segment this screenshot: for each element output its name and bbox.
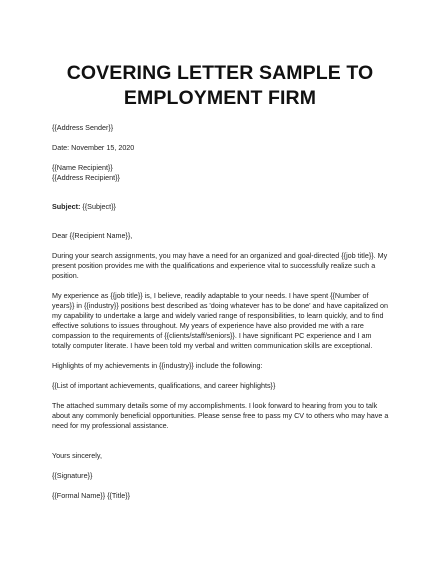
signature: {{Signature}} [52, 471, 93, 480]
subject-line [52, 202, 392, 212]
letter-body [52, 123, 392, 501]
letter-date: Date: November 15, 2020 [52, 143, 135, 152]
address-sender: {{Address Sender}} [52, 123, 114, 132]
title-line-2: EMPLOYMENT FIRM [123, 87, 317, 109]
closing: Yours sincerely, [52, 451, 102, 460]
address-recipient: {{Address Recipient}} [52, 173, 120, 182]
name-recipient: {{Name Recipient}} [52, 163, 113, 172]
subject-label: Subject: [52, 202, 81, 211]
highlights-intro: Highlights of my achievements in {{industry}} include the following: [52, 361, 263, 370]
document-title [40, 61, 400, 111]
salutation: Dear {{Recipient Name}}, [52, 231, 133, 240]
title-line-1: COVERING LETTER SAMPLE TO [66, 62, 374, 84]
subject-value: {{Subject}} [80, 202, 116, 211]
formal-name-title: {{Formal Name}} {{Title}} [52, 491, 131, 500]
paragraph-1: During your search assignments, you may have a need for an organized and goal-directed {{job title}}. My present position provides me with the qualifications and experience vital to successfully realize such a position. [52, 251, 388, 280]
paragraph-2: My experience as {{job title}} is, I believe, readily adaptable to your needs. I have spent {{Number of years}} in {{industry}} positions best described as 'doing whatever has to be done' and have capitalized on my capability to undertake a large and widely varied range of responsibilities, to learn quickly, and to find effective solutions to issues throughout. My years of experience have also provided me with a rare compassion to the requirements of {{clients/staff/seniors}}. I have significant PC experience and I am totally computer literate. I have been told my verbal and written communication skills are exceptional. [52, 291, 388, 350]
paragraph-3: The attached summary details some of my accomplishments. I look forward to hearing from you to talk about any commonly beneficial opportunities. Please sense free to pass my CV to others who may have a need for my professional assistance. [52, 401, 389, 430]
highlights-list: {{List of important achievements, qualifications, and career highlights}} [52, 381, 276, 390]
